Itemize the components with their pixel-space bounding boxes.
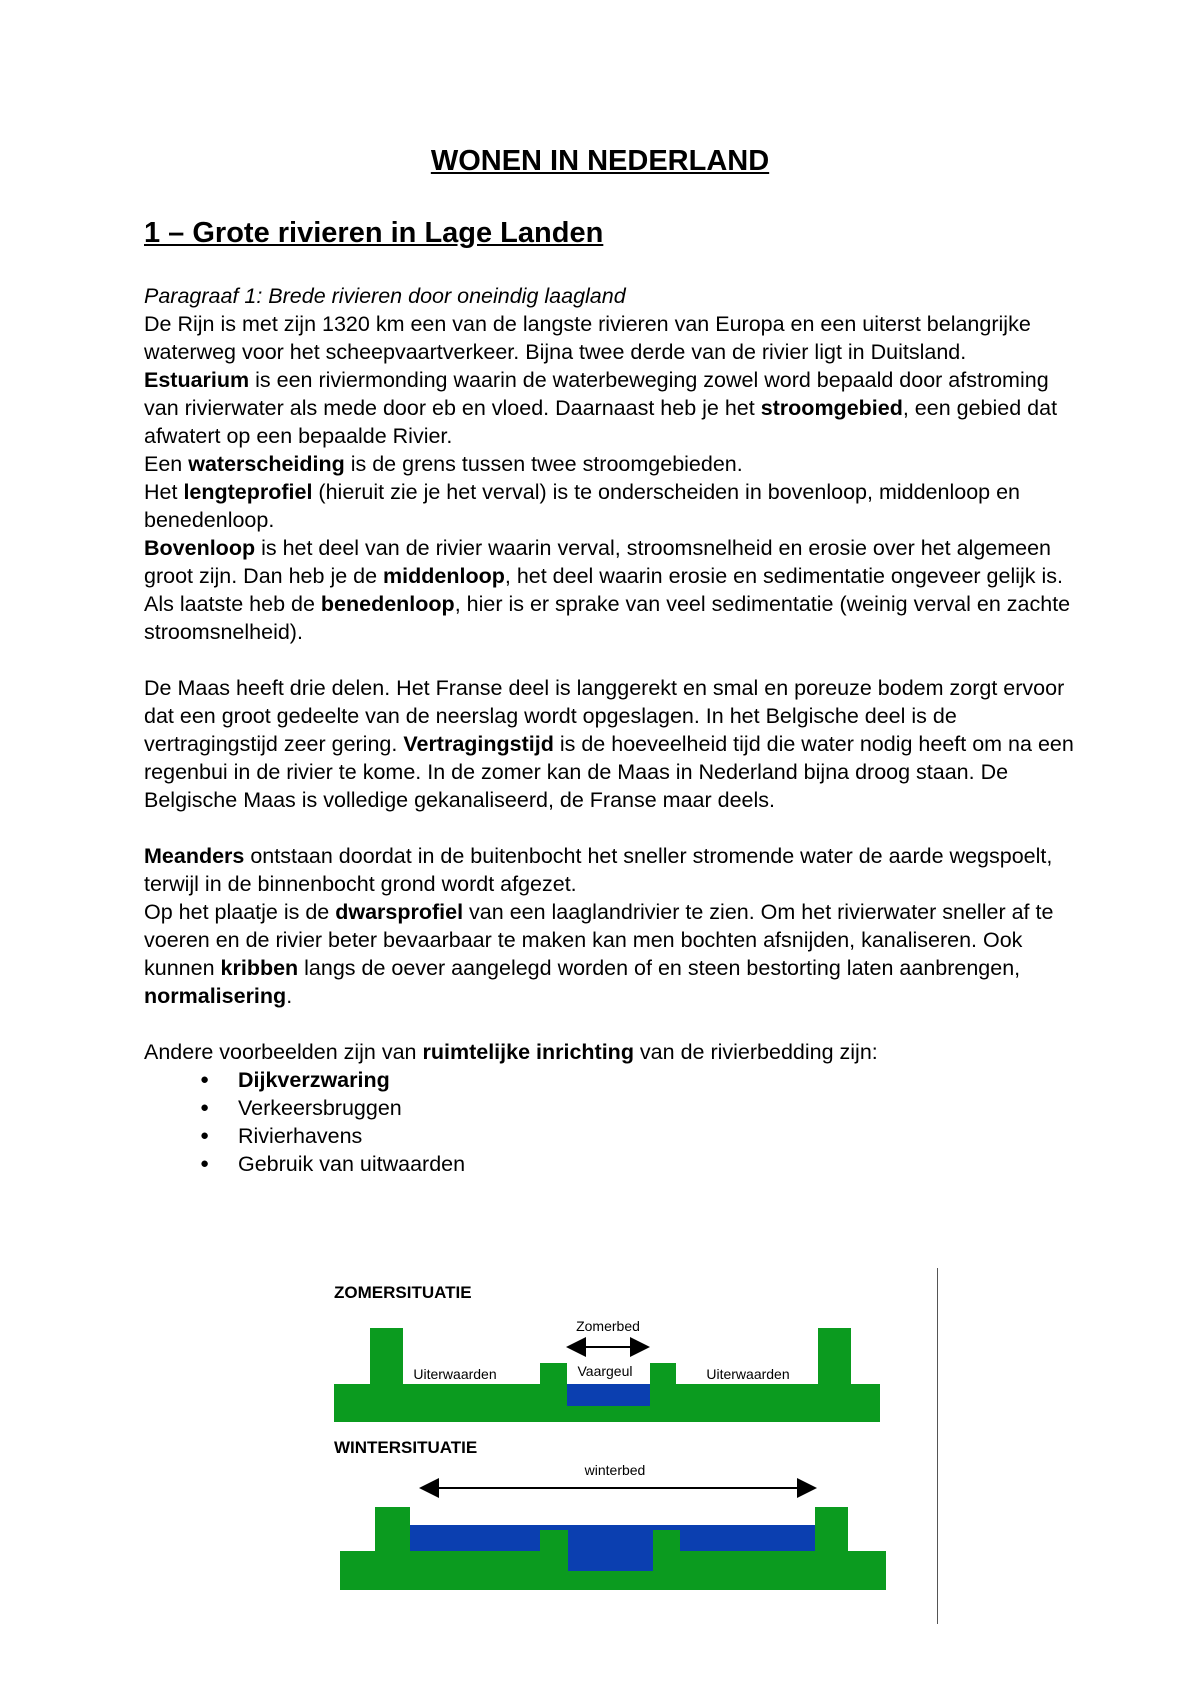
diagram-border-line xyxy=(937,1268,938,1624)
term-middenloop: middenloop xyxy=(383,564,505,588)
summer-water-channel xyxy=(567,1384,650,1406)
term-vertragingstijd: Vertragingstijd xyxy=(403,732,554,756)
paragraph-maas: De Maas heeft drie delen. Het Franse deel is langgerekt en smal en poreuze bodem zorgt ervoor dat een groot gedeelte van de neerslag wordt opgeslagen. In het Belgische deel is de vertragingstijd zeer gering. Vertragingstijd is de hoeveelheid tijd die water nodig heeft om na een regenbui in de rivier te kome. In de zomer kan de Maas in Nederland bijna droog staan. De Belgische Maas is volledige gekanaliseerd, de Franse maar deels. xyxy=(144,676,1074,812)
page-title: WONEN IN NEDERLAND xyxy=(430,145,770,177)
winter-bed-label: winterbed xyxy=(584,1462,646,1478)
term-normalisering: normalisering xyxy=(144,984,287,1008)
summer-title: ZOMERSITUATIE xyxy=(334,1283,472,1302)
paragraph-subtitle: Paragraaf 1: Brede rivieren door oneindig laagland xyxy=(144,284,626,308)
term-kribben: kribben xyxy=(220,956,299,980)
river-cross-section-diagram xyxy=(330,1268,890,1628)
paragraph-lengteprofiel: Het lengteprofiel (hieruit zie je het verval) is te onderscheiden in bovenloop, middenloop en benedenloop. xyxy=(144,480,1020,532)
paragraph-bovenloop: Bovenloop is het deel van de rivier waarin verval, stroomsnelheid en erosie over het algemeen groot zijn. Dan heb je de middenloop, het deel waarin erosie en sedimentatie ongeveer gelijk is. Als laatste heb de benedenloop, hier is er sprake van veel sedimentatie (weinig verval en zachte stroomsnelheid). xyxy=(144,536,1071,644)
winter-title: WINTERSITUATIE xyxy=(334,1438,478,1457)
paragraph-estuarium: Estuarium is een riviermonding waarin de waterbeweging zowel word bepaald door afstroming van rivierwater als mede door eb en vloed. Daarnaast heb je het stroomgebied, een gebied dat afwatert op een bepaalde Rivier. xyxy=(144,368,1058,448)
document-body xyxy=(144,282,1084,1178)
term-meanders: Meanders xyxy=(144,844,245,868)
paragraph-dwarsprofiel: Op het plaatje is de dwarsprofiel van een laaglandrivier te zien. Om het rivierwater sneller af te voeren en de rivier beter bevaarbaar te maken kan men bochten afsnijden, kanaliseren. Ook kunnen kribben langs de oever aangelegd worden of en steen bestorting laten aanbrengen, normalisering. xyxy=(144,900,1054,1008)
list-item: ● Dijkverzwaring xyxy=(144,1066,1084,1094)
term-lengteprofiel: lengteprofiel xyxy=(183,480,313,504)
term-estuarium: Estuarium xyxy=(144,368,250,392)
list-item: ● Gebruik van uitwaarden xyxy=(144,1150,1084,1178)
channel-label: Vaargeul xyxy=(577,1363,633,1379)
chapter-heading: 1 – Grote rivieren in Lage Landen xyxy=(144,217,604,249)
term-dwarsprofiel: dwarsprofiel xyxy=(335,900,464,924)
term-bovenloop: Bovenloop xyxy=(144,536,256,560)
term-stroomgebied: stroomgebied xyxy=(760,396,903,420)
summer-bed-label: Zomerbed xyxy=(576,1318,640,1334)
floodplain-right-label: Uiterwaarden xyxy=(706,1366,790,1382)
term-waterscheiding: waterscheiding xyxy=(188,452,345,476)
paragraph-ruimtelijke-inrichting: Andere voorbeelden zijn van ruimtelijke inrichting van de rivierbedding zijn: xyxy=(144,1040,878,1064)
paragraph-meanders: Meanders ontstaan doordat in de buitenbocht het sneller stromende water de aarde wegspoelt, terwijl in de binnenbocht grond wordt afgezet. xyxy=(144,844,1053,896)
term-benedenloop: benedenloop xyxy=(320,592,455,616)
paragraph-waterscheiding: Een waterscheiding is de grens tussen twee stroomgebieden. xyxy=(144,452,743,476)
term-ruimtelijke-inrichting: ruimtelijke inrichting xyxy=(422,1040,634,1064)
bullet-list xyxy=(144,1066,1084,1178)
list-item: ● Rivierhavens xyxy=(144,1122,1084,1150)
paragraph-rijn: De Rijn is met zijn 1320 km een van de langste rivieren van Europa en een uiterst belangrijke waterweg voor het scheepvaartverkeer. Bijna twee derde van de rivier ligt in Duitsland. xyxy=(144,312,1031,364)
list-item: ● Verkeersbruggen xyxy=(144,1094,1084,1122)
floodplain-left-label: Uiterwaarden xyxy=(413,1366,497,1382)
